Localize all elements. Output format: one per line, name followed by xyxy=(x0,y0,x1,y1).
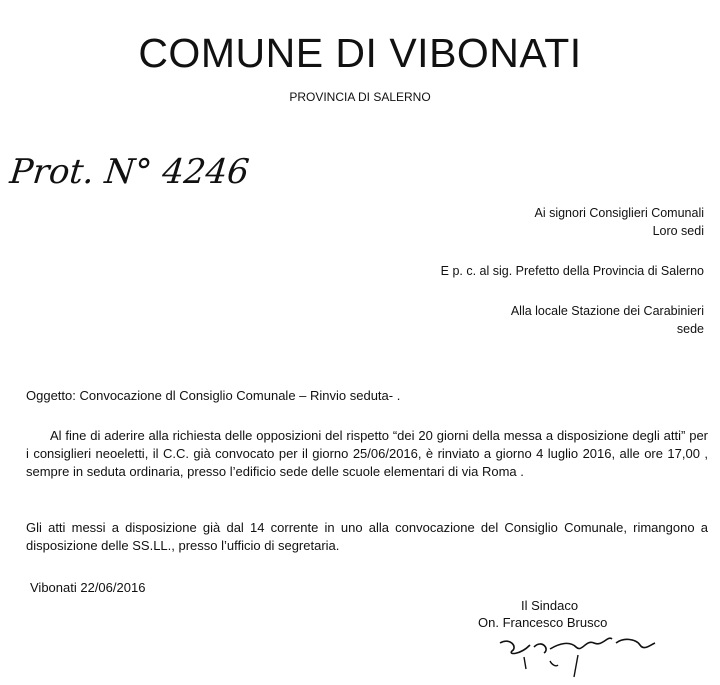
recipient-line: Loro sedi xyxy=(652,224,704,238)
recipient-line: E p. c. al sig. Prefetto della Provincia di Salerno xyxy=(440,264,704,278)
recipient-line: Alla locale Stazione dei Carabinieri xyxy=(510,304,704,318)
municipality-title: COMUNE DI VIBONATI xyxy=(138,30,582,76)
signatory-name: On. Francesco Brusco xyxy=(478,615,608,630)
handwritten-signature-icon xyxy=(490,625,660,680)
subject-line: Oggetto: Convocazione dl Consiglio Comunale – Rinvio seduta- . xyxy=(26,388,401,403)
body-paragraph: Al fine di aderire alla richiesta delle opposizioni del rispetto “dei 20 giorni della messa a disposizione degli atti” per i consiglieri neoeletti, il C.C. già convocato per il giorno 25/06/2016, è rinviato a giorno 4 luglio 2016, alle ore 17,00 , sempre in seduta ordinaria, presso l’edificio sede delle scuole elementari di via Roma . xyxy=(26,428,708,479)
signatory-role: Il Sindaco xyxy=(521,598,579,613)
recipient-line: sede xyxy=(676,322,704,336)
recipient-line: Ai signori Consiglieri Comunali xyxy=(534,206,704,220)
recipients-block xyxy=(441,204,704,338)
province-subtitle: PROVINCIA DI SALERNO xyxy=(289,90,431,104)
place-and-date: Vibonati 22/06/2016 xyxy=(30,580,146,595)
body-paragraph: Gli atti messi a disposizione già dal 14 corrente in uno alla convocazione del Consiglio Comunale, rimangono a disposizione delle SS.LL., presso l’ufficio di segretaria. xyxy=(26,520,708,553)
protocol-number-handwritten: Prot. N° 4246 xyxy=(7,152,252,192)
